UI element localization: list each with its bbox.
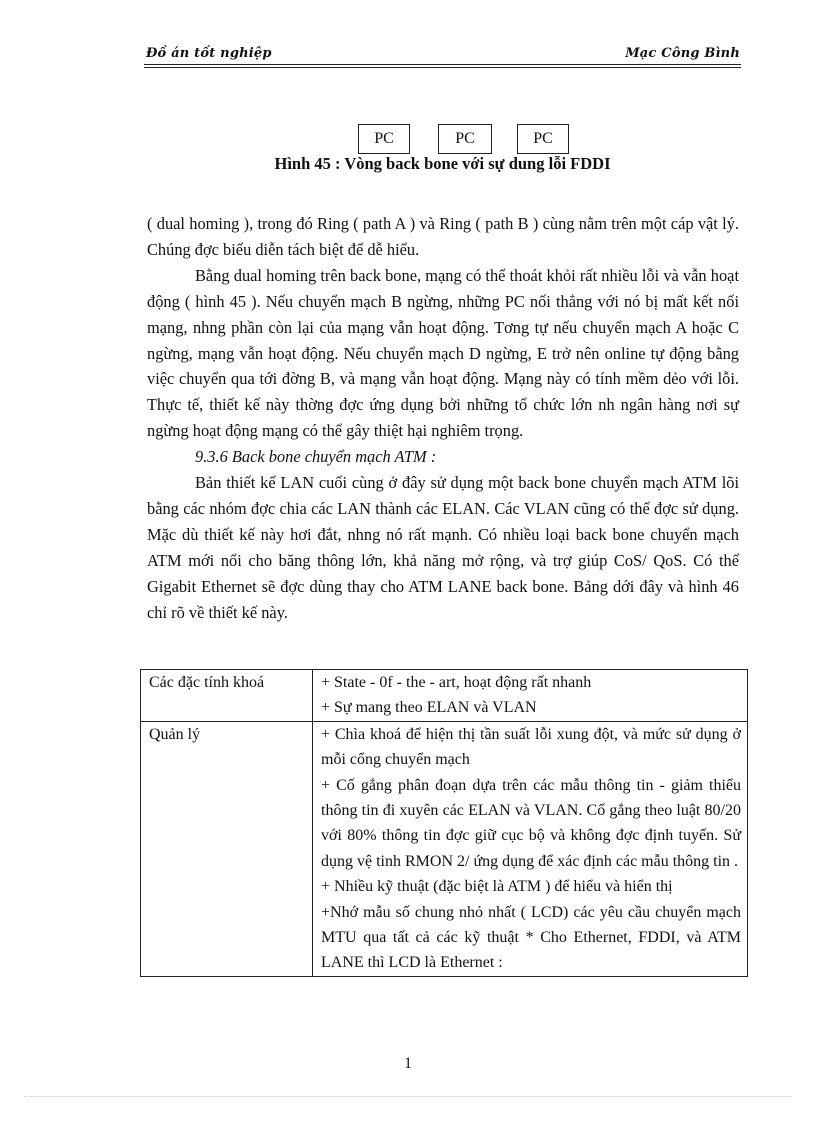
header-left-title: Đồ án tốt nghiệp (146, 46, 272, 61)
paragraph: Bản thiết kế LAN cuối cùng ở đây sử dụng một back bone chuyển mạch ATM lõi bằng các nhóm đợc chia các LAN thành các ELAN. Các VLAN cũng có thể đợc sử dụng. Mặc dù thiết kế này hơi đắt, nhng nó rất mạnh. Có nhiều loại back bone chuyển mạch ATM mới nổi cho băng thông lớn, khả năng mở rộng, và trợ giúp CoS/ QoS. Có thể Gigabit Ethernet sẽ đợc dùng thay cho ATM LANE back bone. Bảng dới đây và hình 46 chỉ rõ về thiết kế này. (147, 473, 739, 622)
cell-line: + State - 0f - the - art, hoạt động rất nhanh (321, 674, 592, 691)
page-number: 1 (404, 1055, 412, 1072)
features-table (140, 669, 748, 977)
section-heading: 9.3.6 Back bone chuyển mạch ATM : (195, 447, 437, 467)
paragraph: ( dual homing ), trong đó Ring ( path A ) và Ring ( path B ) cùng nằm trên một cáp vật lý. Chúng đợc biểu diễn tách biệt để dễ hiểu. (147, 214, 739, 259)
pc-box: PC (517, 124, 569, 154)
table-cell-content (313, 670, 748, 722)
pc-box: PC (438, 124, 492, 154)
cell-line: + Chìa khoá để hiện thị tần suất lỗi xung đột, và mức sử dụng ở mỗi cổng chuyển mạch (321, 725, 741, 769)
table-cell-content (313, 721, 748, 976)
pc-box: PC (358, 124, 410, 154)
header-rule-thin (144, 67, 741, 68)
table-cell-label: Các đặc tính khoá (141, 670, 313, 722)
table-row (141, 721, 748, 976)
paragraph: Bằng dual homing trên back bone, mạng có thể thoát khỏi rất nhiều lỗi và vẫn hoạt động ( hình 45 ). Nếu chuyển mạch B ngừng, những PC nối thẳng với nó bị mất kết nối mạng, nhng phần còn lại của mạng vẫn hoạt động. Tơng tự nếu chuyển mạch A hoặc C ngừng, mạng vẫn hoạt động. Nếu chuyển mạch D ngừng, E trở nên online tự động bằng việc chuyển qua tới đờng B, và mạng vẫn hoạt động. Mạng này có tính mềm dẻo với lỗi. Thực tế, thiết kế này thờng đợc ứng dụng bởi những tổ chức lớn nh ngân hàng nơi sự ngừng hoạt động mạng có thể gây thiệt hại nghiêm trọng. (147, 265, 739, 441)
cell-line: +Nhớ mẫu số chung nhỏ nhất ( LCD) các yêu cầu chuyển mạch MTU qua tất cả các kỹ thuật * Cho Ethernet, FDDI, và ATM LANE thì LCD là Ethernet : (321, 903, 741, 972)
cell-line: + Nhiều kỹ thuật (đặc biệt là ATM ) để hiểu và hiển thị (321, 878, 673, 896)
header-rule (144, 64, 741, 65)
figure-caption: Hình 45 : Vòng back bone với sự dung lỗi FDDI (274, 154, 611, 173)
header-author: Mạc Công Bình (625, 46, 740, 61)
cell-line: + Cố gắng phân đoạn dựa trên các mẫu thông tin - giảm thiểu thông tin đi xuyên các ELAN và VLAN. Cố gắng theo luật 80/20 với 80% thông tin đợc giữ cục bộ và không đợc định tuyến. Sử dụng vệ tinh RMON 2/ ứng dụng để xác định các mẫu thông tin . (321, 776, 741, 870)
table-row (141, 670, 748, 722)
cell-line: + Sự mang theo ELAN và VLAN (321, 699, 537, 717)
table-cell-label: Quản lý (141, 721, 313, 976)
footer-divider (24, 1096, 792, 1097)
body-text (147, 211, 739, 626)
